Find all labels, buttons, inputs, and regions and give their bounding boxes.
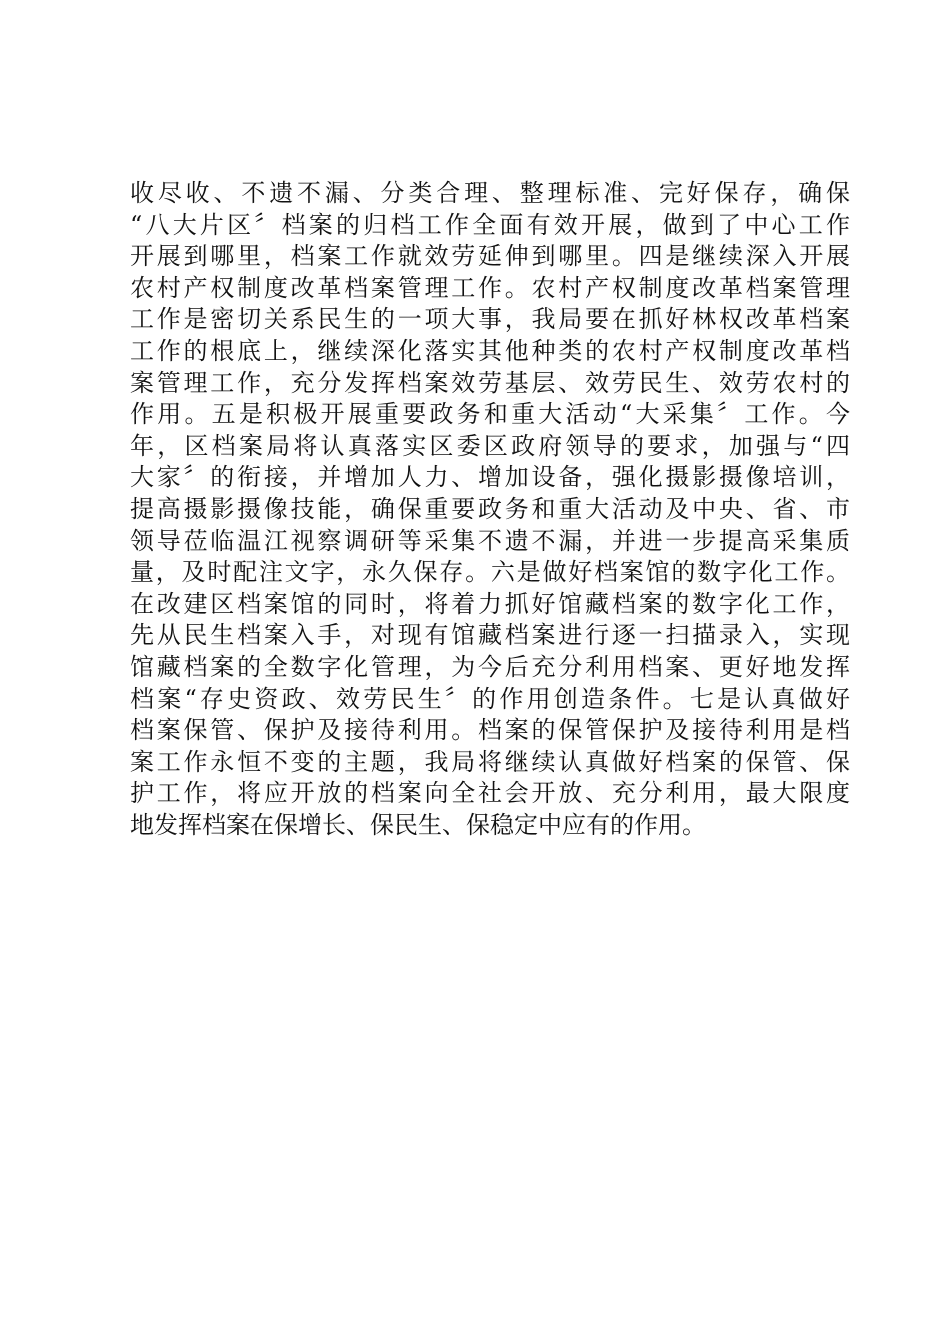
text-line: 收尽收、不遗不漏、分类合理、整理标准、完好保存，确保 [130, 179, 850, 207]
text-line: 农村产权制度改革档案管理工作。农村产权制度改革档案管理 [130, 273, 850, 302]
text-line: 在改建区档案馆的同时，将着力抓好馆藏档案的数字化工作， [130, 589, 850, 618]
text-line: 案管理工作，充分发挥档案效劳基层、效劳民生、效劳农村的 [130, 368, 850, 397]
text-line: 开展到哪里，档案工作就效劳延伸到哪里。四是继续深入开展 [130, 242, 850, 271]
text-line-last: 地发挥档案在保增长、保民生、保稳定中应有的作用。 [130, 810, 706, 839]
text-line: 工作的根底上，继续深化落实其他种类的农村产权制度改革档 [130, 336, 850, 365]
text-line: 提高摄影摄像技能，确保重要政务和重大活动及中央、省、市 [130, 494, 850, 523]
body-text [130, 178, 850, 841]
text-line: 档案保管、保护及接待利用。档案的保管保护及接待利用是档 [130, 716, 850, 745]
text-line: 大家〞的衔接，并增加人力、增加设备，强化摄影摄像培训， [130, 463, 850, 492]
text-line: 案工作永恒不变的主题，我局将继续认真做好档案的保管、保 [130, 747, 850, 776]
text-line: 工作是密切关系民生的一项大事，我局要在抓好林权改革档案 [130, 305, 850, 334]
text-line: 年，区档案局将认真落实区委区政府领导的要求，加强与“四 [130, 431, 850, 460]
text-line: 护工作，将应开放的档案向全社会开放、充分利用，最大限度 [130, 779, 850, 808]
text-line: 作用。五是积极开展重要政务和重大活动“大采集〞工作。今 [130, 400, 850, 429]
text-line: 馆藏档案的全数字化管理，为今后充分利用档案、更好地发挥 [130, 652, 850, 681]
text-line: 量，及时配注文字，永久保存。六是做好档案馆的数字化工作。 [130, 558, 850, 587]
text-line: 先从民生档案入手，对现有馆藏档案进行逐一扫描录入，实现 [130, 621, 850, 650]
text-line: 档案“存史资政、效劳民生〞的作用创造条件。七是认真做好 [130, 684, 850, 713]
text-line: 领导莅临温江视察调研等采集不遗不漏，并进一步提高采集质 [130, 526, 850, 555]
text-line: “八大片区〞档案的归档工作全面有效开展，做到了中心工作 [130, 210, 850, 239]
